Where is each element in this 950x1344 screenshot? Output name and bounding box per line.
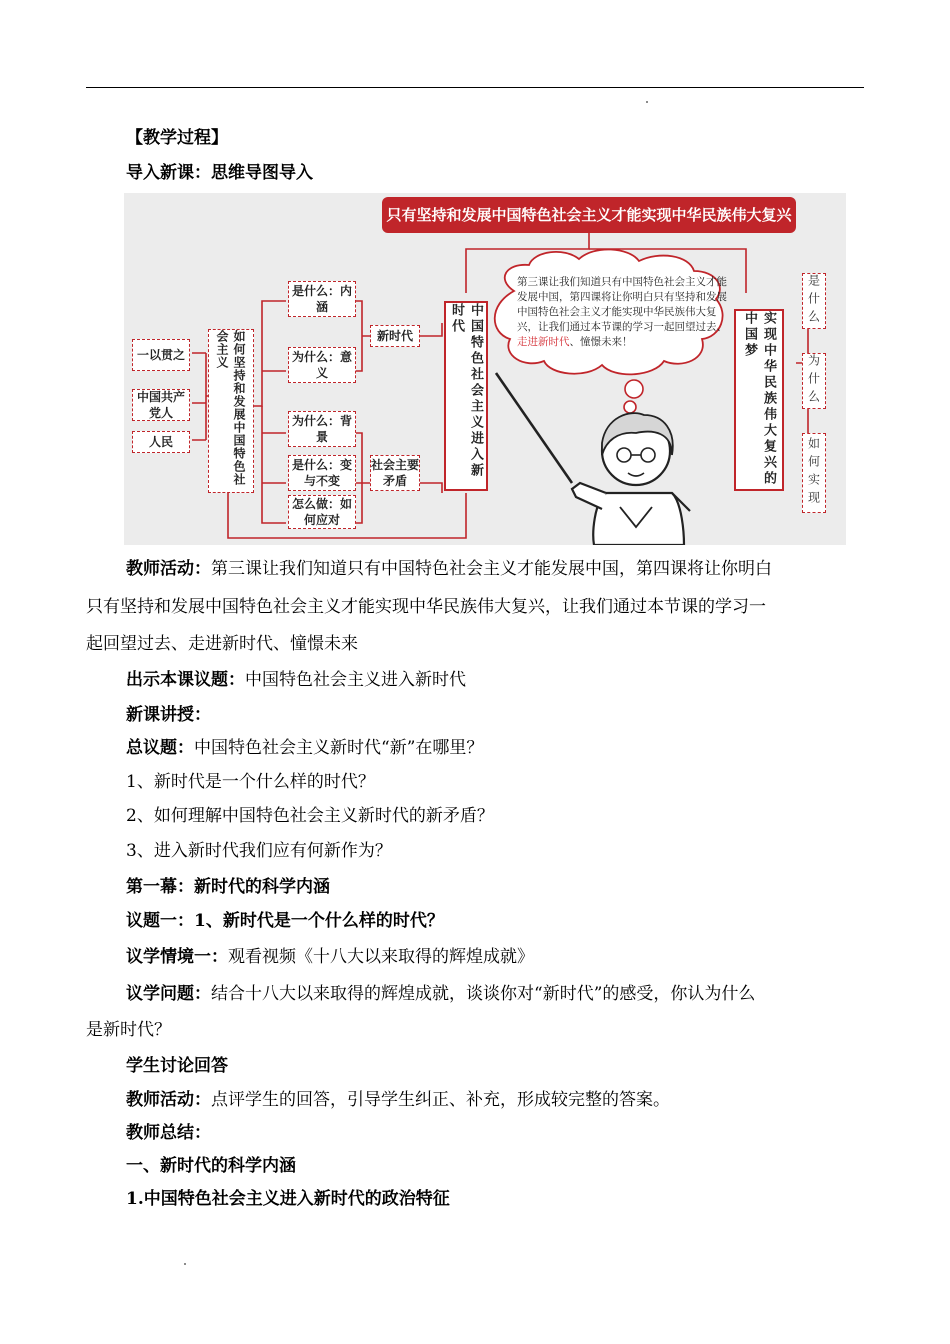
right-item-2: 为什么	[802, 353, 826, 409]
subsection-1-heading: 1.中国特色社会主义进入新时代的政治特征	[126, 1189, 450, 1209]
teacher-activity-text-2: 只有坚持和发展中国特色社会主义才能实现中华民族伟大复兴，让我们通过本节课的学习一	[86, 597, 766, 617]
main-topic-node: 中国特色社会主义进入新时代	[444, 301, 488, 491]
student-discussion: 学生讨论回答	[126, 1056, 228, 1076]
learning-question-label: 议学问题：	[126, 984, 211, 1004]
right-item-3: 如何实现	[802, 433, 826, 513]
left-item-2: 中国共产党人	[132, 389, 190, 421]
teacher-activity-1	[86, 558, 864, 580]
bubble-text-end: 、憧憬未来！	[569, 336, 633, 348]
node-main-contradiction: 社会主要矛盾	[370, 455, 420, 491]
teacher-activity-2-text: 点评学生的回答，引导学生纠正、补充，形成较完整的答案。	[211, 1090, 670, 1110]
heading-teaching-process: 【教学过程】	[126, 128, 228, 148]
mind-map-figure	[124, 193, 846, 545]
question-3: 3、进入新时代我们应有何新作为？	[126, 841, 392, 861]
node-new-era: 新时代	[370, 325, 420, 347]
lesson-topic-label: 出示本课议题：	[126, 670, 245, 690]
branch-why: 为什么：意义	[288, 347, 356, 383]
question-1: 1、新时代是一个什么样的时代？	[126, 772, 375, 792]
question-2: 2、如何理解中国特色社会主义新时代的新矛盾？	[126, 806, 494, 826]
lesson-topic-text: 中国特色社会主义进入新时代	[245, 670, 466, 690]
learning-question-text-2: 是新时代？	[86, 1020, 171, 1040]
teacher-activity-label: 教师活动：	[126, 559, 211, 579]
learning-situation-label: 议学情境一：	[126, 947, 228, 967]
main-question-label: 总议题：	[126, 738, 194, 758]
teacher-activity-text-3: 起回望过去、走进新时代、憧憬未来	[86, 634, 358, 654]
learning-situation-text: 观看视频《十八大以来取得的辉煌成就》	[228, 947, 534, 967]
main-question-text: 中国特色社会主义新时代“新”在哪里？	[194, 738, 484, 758]
dream-node: 实现中华民族伟大复兴的中国梦	[734, 309, 784, 491]
learning-situation	[86, 946, 864, 968]
center-vertical-node: 如何坚持和发展中国特色社会主义	[208, 329, 254, 493]
learning-question	[86, 983, 864, 1005]
branch-what: 是什么：内涵	[288, 281, 356, 317]
left-item-3: 人民	[132, 431, 190, 453]
footer-dot	[184, 1263, 186, 1265]
section-1-heading: 一、新时代的科学内涵	[126, 1156, 296, 1176]
branch-how: 怎么做：如何应对	[288, 495, 356, 529]
issue-1-heading: 议题一：1、新时代是一个什么样的时代？	[126, 911, 444, 931]
teacher-activity-2-label: 教师活动：	[126, 1090, 211, 1110]
lesson-topic	[86, 669, 864, 691]
branch-change: 是什么：变与不变	[288, 455, 356, 491]
right-item-1: 是什么	[802, 273, 826, 329]
main-question	[86, 737, 864, 759]
bubble-text-main: 第三课让我们知道只有中国特色社会主义才能发展中国，第四课将让你明白只有坚持和发展中国特色社会主义才能实现中华民族伟大复兴，让我们通过本节课的学习一起回望过去、	[517, 276, 727, 333]
new-lesson-label: 新课讲授：	[126, 705, 211, 725]
left-item-1: 一以贯之	[132, 339, 190, 371]
bubble-text-highlight: 走进新时代	[517, 336, 570, 348]
header-rule	[86, 87, 864, 88]
teacher-summary: 教师总结：	[126, 1123, 211, 1143]
dot-mark	[646, 101, 648, 103]
branch-background: 为什么：背景	[288, 411, 356, 447]
bubble-text	[517, 275, 727, 350]
intro-label: 导入新课：思维导图导入	[126, 163, 313, 183]
learning-question-text-1: 结合十八大以来取得的辉煌成就，谈谈你对“新时代”的感受，你认为什么	[211, 984, 756, 1004]
teacher-activity-2	[86, 1089, 864, 1111]
teacher-activity-text-1: 第三课让我们知道只有中国特色社会主义才能发展中国，第四课将让你明白	[211, 559, 772, 579]
act-1-heading: 第一幕：新时代的科学内涵	[126, 877, 330, 897]
figure-banner: 只有坚持和发展中国特色社会主义才能实现中华民族伟大复兴	[382, 197, 796, 233]
